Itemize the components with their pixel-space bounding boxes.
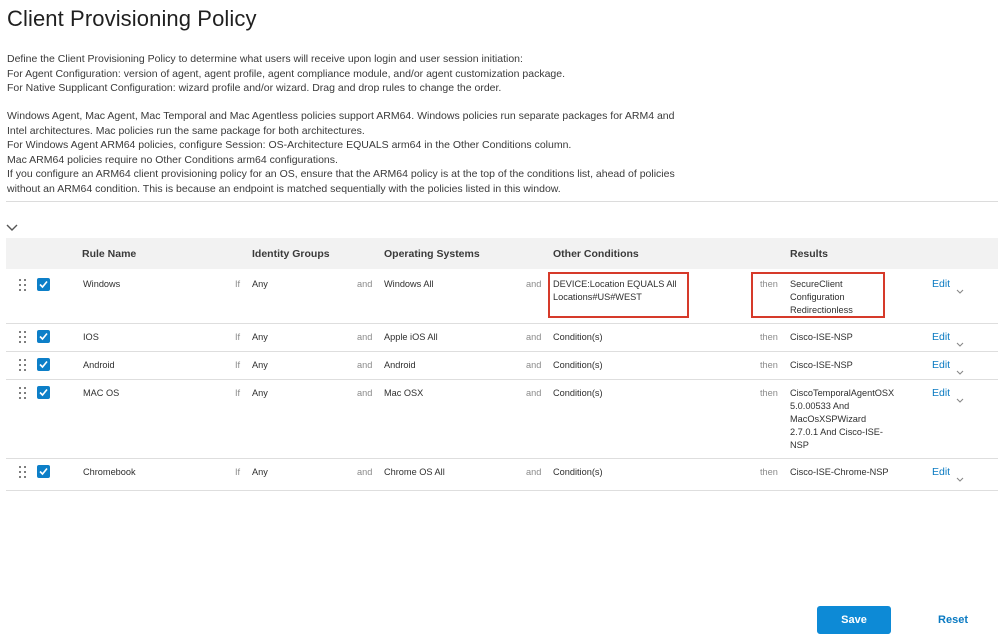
result-line: 2.7.0.1 And Cisco-ISE-: [790, 427, 883, 437]
chevron-down-icon[interactable]: [956, 281, 964, 299]
result-line: NSP: [790, 440, 809, 450]
results[interactable]: Cisco-ISE-NSP: [790, 332, 853, 342]
results-highlight-box: [751, 272, 885, 318]
condition-line: Locations#US#WEST: [553, 292, 642, 302]
checkmark-icon: [39, 360, 48, 369]
and-label: and: [357, 360, 373, 370]
operating-system[interactable]: Windows All: [384, 279, 434, 289]
results[interactable]: Cisco-ISE-Chrome-NSP: [790, 467, 889, 477]
other-conditions[interactable]: Condition(s): [553, 388, 603, 398]
description-line: Define the Client Provisioning Policy to determine what users will receive upon login and user session initiation:: [7, 53, 523, 65]
description-line: For Agent Configuration: version of agent, agent profile, agent compliance module, and/or agent customization package.: [7, 67, 566, 80]
edit-link[interactable]: Edit: [932, 466, 951, 478]
result-line: 5.0.00533 And: [790, 401, 850, 411]
and-label: and: [357, 279, 373, 289]
row-checkbox[interactable]: [37, 465, 50, 478]
result-line: Configuration: [790, 292, 845, 302]
and-label: and: [357, 467, 373, 477]
checkmark-icon: [39, 332, 48, 341]
checkmark-icon: [39, 467, 48, 476]
then-label: then: [760, 388, 778, 398]
description-line: Windows Agent, Mac Agent, Mac Temporal and Mac Agentless policies support ARM64. Windows policies run separate packages for ARM4 and: [7, 110, 675, 122]
then-label: then: [760, 279, 778, 289]
row-checkbox[interactable]: [37, 386, 50, 399]
rule-name[interactable]: MAC OS: [83, 388, 120, 398]
header-results[interactable]: Results: [790, 248, 828, 260]
and-label: and: [526, 332, 542, 342]
header-identity-groups[interactable]: Identity Groups: [252, 248, 330, 260]
checkmark-icon: [39, 280, 48, 289]
identity-group[interactable]: Any: [252, 332, 268, 342]
result-line: CiscoTemporalAgentOSX: [790, 388, 895, 398]
description-paragraph-2: [7, 109, 747, 196]
result-line: SecureClient: [790, 279, 843, 289]
description-line: For Windows Agent ARM64 policies, configure Session: OS-Architecture EQUALS arm64 in the Other Conditions column.: [7, 139, 572, 151]
section-divider: [6, 201, 998, 202]
chevron-down-icon[interactable]: [956, 390, 964, 408]
and-label: and: [526, 467, 542, 477]
edit-link[interactable]: Edit: [932, 359, 951, 371]
description-line: Mac ARM64 policies require no Other Conditions arm64 configurations.: [7, 153, 338, 166]
other-conditions[interactable]: Condition(s): [553, 467, 603, 477]
drag-handle-icon[interactable]: [19, 331, 27, 344]
table-row: [6, 380, 998, 459]
identity-group[interactable]: Any: [252, 360, 268, 370]
other-conditions[interactable]: Condition(s): [553, 360, 603, 370]
identity-group[interactable]: Any: [252, 279, 268, 289]
identity-group[interactable]: Any: [252, 467, 268, 477]
row-checkbox[interactable]: [37, 358, 50, 371]
then-label: then: [760, 467, 778, 477]
description-line: Intel architectures. Mac policies run the same package for both architectures.: [7, 124, 365, 137]
chevron-down-icon[interactable]: [956, 469, 964, 487]
if-label: If: [235, 388, 241, 398]
if-label: If: [235, 360, 241, 370]
if-label: If: [235, 332, 241, 342]
header-rule-name[interactable]: Rule Name: [82, 248, 137, 260]
reset-button[interactable]: Reset: [927, 612, 979, 628]
and-label: and: [526, 279, 542, 289]
rule-name[interactable]: Android: [83, 360, 115, 370]
results[interactable]: Cisco-ISE-NSP: [790, 360, 853, 370]
chevron-down-icon[interactable]: [956, 362, 964, 380]
drag-handle-icon[interactable]: [19, 279, 27, 292]
chevron-down-icon[interactable]: [956, 334, 964, 352]
description-line: If you configure an ARM64 client provisioning policy for an OS, ensure that the ARM64 policy is at the top of the conditions list, ahead of policies: [7, 168, 675, 180]
operating-system[interactable]: Apple iOS All: [384, 332, 438, 342]
header-other-conditions[interactable]: Other Conditions: [553, 248, 639, 260]
description-line: without an ARM64 condition. This is because an endpoint is matched sequentially with the policies listed in this window.: [7, 182, 561, 195]
operating-system[interactable]: Android: [384, 360, 416, 370]
drag-handle-icon[interactable]: [19, 387, 27, 400]
page-title: Client Provisioning Policy: [7, 6, 257, 31]
checkmark-icon: [39, 388, 48, 397]
table-row: [6, 324, 998, 352]
result-line: MacOsXSPWizard: [790, 414, 867, 424]
header-operating-systems[interactable]: Operating Systems: [384, 248, 480, 260]
row-checkbox[interactable]: [37, 278, 50, 291]
table-row: [6, 459, 998, 491]
row-checkbox[interactable]: [37, 330, 50, 343]
save-button[interactable]: Save: [817, 606, 891, 634]
description-line: For Native Supplicant Configuration: wizard profile and/or wizard. Drag and drop rules to change the order.: [7, 82, 502, 94]
rule-name[interactable]: Chromebook: [83, 467, 136, 477]
and-label: and: [357, 332, 373, 342]
operating-system[interactable]: Chrome OS All: [384, 467, 445, 477]
drag-handle-icon[interactable]: [19, 359, 27, 372]
results[interactable]: [790, 387, 894, 452]
condition-line: DEVICE:Location EQUALS All: [553, 279, 677, 289]
table-row: [6, 352, 998, 380]
chevron-down-icon: [6, 224, 18, 232]
other-conditions[interactable]: Condition(s): [553, 332, 603, 342]
edit-link[interactable]: Edit: [932, 278, 951, 290]
table-header: [6, 238, 998, 269]
then-label: then: [760, 332, 778, 342]
collapse-toggle[interactable]: [6, 219, 20, 231]
if-label: If: [235, 279, 241, 289]
drag-handle-icon[interactable]: [19, 466, 27, 479]
identity-group[interactable]: Any: [252, 388, 268, 398]
result-line: Redirectionless: [790, 305, 853, 315]
and-label: and: [526, 360, 542, 370]
and-label: and: [357, 388, 373, 398]
conditions-highlight-box: [548, 272, 689, 318]
and-label: and: [526, 388, 542, 398]
description-paragraph-1: [7, 52, 747, 96]
edit-link[interactable]: Edit: [932, 331, 951, 343]
edit-link[interactable]: Edit: [932, 387, 951, 399]
if-label: If: [235, 467, 241, 477]
rule-name[interactable]: IOS: [83, 332, 99, 342]
rule-name[interactable]: Windows: [83, 279, 121, 289]
operating-system[interactable]: Mac OSX: [384, 388, 424, 398]
then-label: then: [760, 360, 778, 370]
